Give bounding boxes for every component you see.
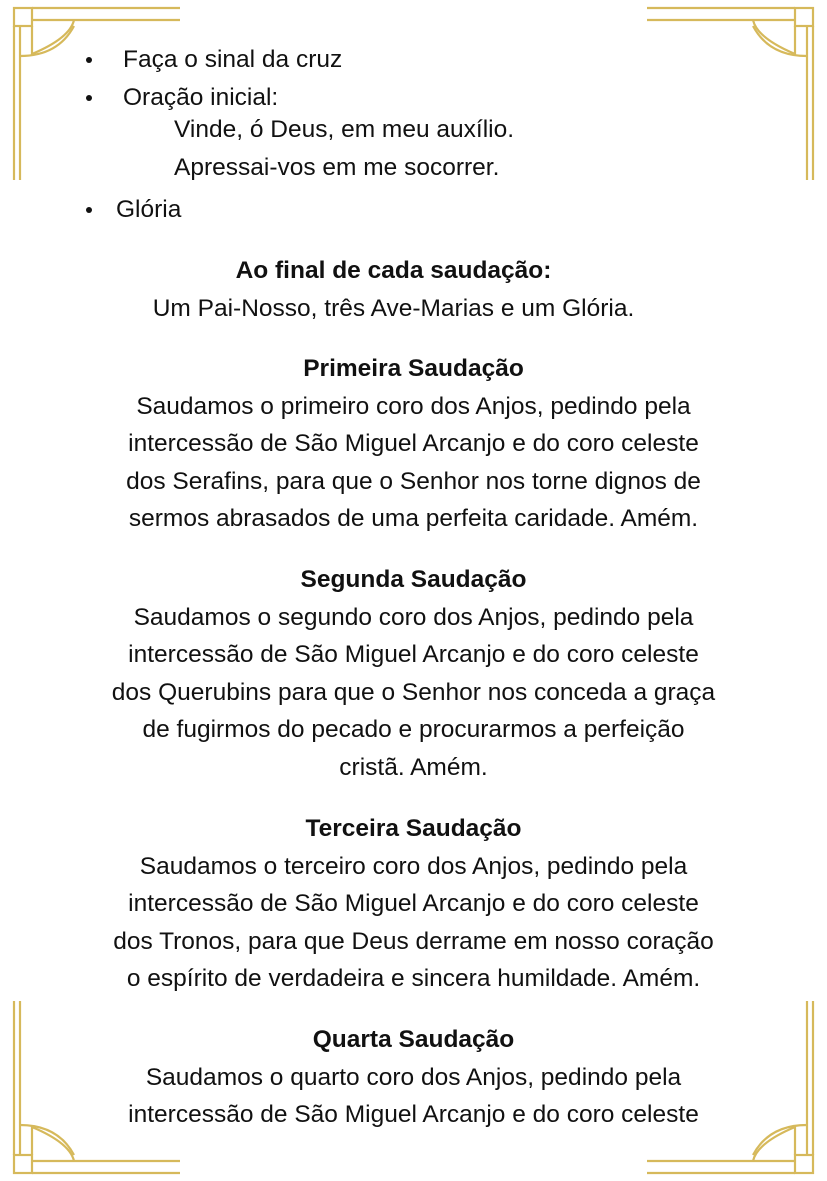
bullet-icon: [86, 57, 92, 63]
section-line: Saudamos o segundo coro dos Anjos, pedindo pela: [133, 604, 694, 631]
section-line: intercessão de São Miguel Arcanjo e do coro celeste: [128, 890, 699, 917]
section-title: Quarta Saudação: [312, 1026, 515, 1053]
section-title: Segunda Saudação: [300, 566, 527, 593]
section-line: de fugirmos do pecado e procurarmos a perfeição: [142, 716, 685, 743]
section-line: Saudamos o primeiro coro dos Anjos, pedindo pela: [136, 393, 691, 420]
section-line: intercessão de São Miguel Arcanjo e do coro celeste: [128, 641, 699, 668]
section-line: intercessão de São Miguel Arcanjo e do coro celeste: [128, 430, 699, 457]
list-item-label: Faça o sinal da cruz: [123, 46, 343, 73]
opening-prayer-line: Vinde, ó Deus, em meu auxílio.: [174, 116, 515, 143]
section-title: Primeira Saudação: [303, 355, 524, 382]
end-note-heading: Ao final de cada saudação:: [235, 257, 552, 284]
section-line: Saudamos o terceiro coro dos Anjos, pedindo pela: [139, 853, 688, 880]
section-line: dos Tronos, para que Deus derrame em nosso coração: [113, 928, 714, 955]
end-note-text: Um Pai-Nosso, três Ave-Marias e um Glória.: [152, 295, 635, 322]
list-item-label: Glória: [116, 196, 182, 223]
section-line: Saudamos o quarto coro dos Anjos, pedindo pela: [145, 1064, 682, 1091]
section-line: cristã. Amém.: [339, 754, 488, 781]
section-line: o espírito de verdadeira e sincera humildade. Amém.: [126, 965, 701, 992]
bullet-icon: [86, 207, 92, 213]
section-title: Terceira Saudação: [305, 815, 522, 842]
section-line: intercessão de São Miguel Arcanjo e do coro celeste: [128, 1101, 699, 1128]
opening-prayer-line: Apressai-vos em me socorrer.: [174, 154, 500, 181]
bullet-icon: [86, 95, 92, 101]
section-line: dos Serafins, para que o Senhor nos torne dignos de: [126, 468, 701, 495]
list-item: [86, 192, 586, 230]
list-item-label: Oração inicial:: [123, 84, 279, 111]
list-item: [86, 42, 586, 80]
section-line: sermos abrasados de uma perfeita caridade. Amém.: [128, 505, 699, 532]
section-line: dos Querubins para que o Senhor nos conceda a graça: [111, 679, 716, 706]
